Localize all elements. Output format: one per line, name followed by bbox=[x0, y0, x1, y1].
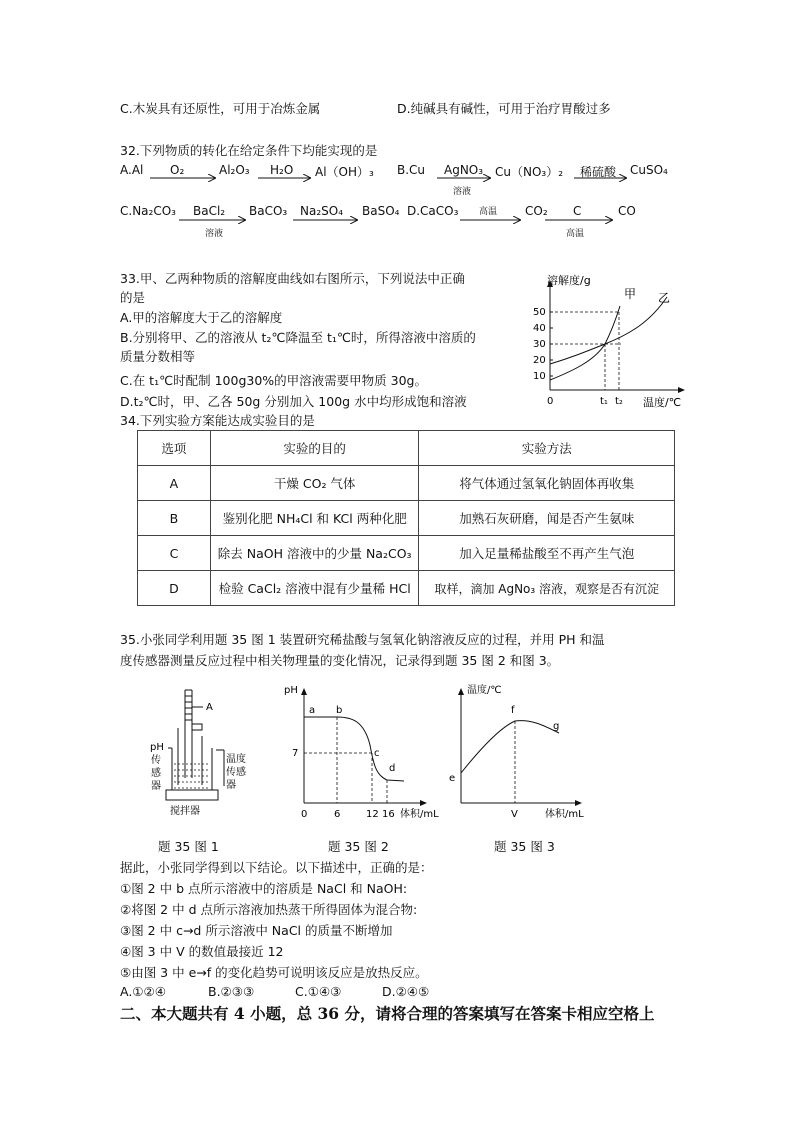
cell-option: A bbox=[138, 466, 211, 501]
q32-c-product1: BaCO₃ bbox=[249, 204, 288, 218]
sol-ytick-20: 20 bbox=[533, 355, 546, 366]
fig2-point-b: b bbox=[336, 705, 343, 716]
header-purpose: 实验的目的 bbox=[210, 431, 419, 466]
fig2-xtick-16: 16 bbox=[382, 809, 395, 820]
q32-d-condition1: 高温 bbox=[479, 207, 498, 217]
q33-stem-line2: 的是 bbox=[120, 290, 146, 305]
curve-jia bbox=[550, 306, 620, 380]
q35-stem-line2: 度传感器测量反应过程中相关物理量的变化情况，记录得到题 35 图 2 和图 3。 bbox=[120, 653, 560, 668]
fig2-point-a: a bbox=[309, 705, 316, 716]
q32-b-start: B.Cu bbox=[397, 163, 426, 177]
table-row bbox=[138, 466, 675, 501]
q35-fig3-temp-chart bbox=[447, 683, 595, 823]
cell-method: 加熟石灰研磨，闻是否产生氨味 bbox=[419, 501, 675, 536]
cell-method: 加入足量稀盐酸至不再产生气泡 bbox=[419, 536, 675, 571]
q35-item-4: ④图 3 中 V 的数值最接近 12 bbox=[120, 944, 284, 959]
q32-a-reagent1: O₂ bbox=[170, 163, 185, 177]
solubility-chart bbox=[525, 270, 695, 415]
q32-b-product2: CuSO₄ bbox=[630, 163, 668, 177]
q35-option-d: D.②④⑤ bbox=[382, 984, 430, 999]
q35-item-5: ⑤由图 3 中 e→f 的变化趋势可说明该反应是放热反应。 bbox=[120, 965, 428, 980]
q33-option-a: A.甲的溶解度大于乙的溶解度 bbox=[120, 310, 283, 325]
section-2-heading: 二、本大题共有 4 小题，总 36 分，请将合理的答案填写在答案卡相应空格上 bbox=[120, 1004, 655, 1023]
q32-d-condition2: 高温 bbox=[566, 229, 585, 239]
cell-purpose: 鉴别化肥 NH₄Cl 和 KCl 两种化肥 bbox=[210, 501, 419, 536]
q32-c-reagent1: BaCl₂ bbox=[193, 204, 226, 218]
cell-purpose: 除去 NaOH 溶液中的少量 Na₂CO₃ bbox=[210, 536, 419, 571]
q33-option-c: C.在 t₁℃时配制 100g30%的甲溶液需要甲物质 30g。 bbox=[120, 373, 427, 388]
q32-a-reagent2: H₂O bbox=[270, 163, 294, 177]
q32-c-condition1: 溶液 bbox=[205, 229, 224, 239]
sol-ytick-30: 30 bbox=[533, 339, 546, 350]
fig1-ph-sensor-2: 传 bbox=[151, 755, 161, 766]
q32-a-product2: Al（OH）₃ bbox=[315, 165, 374, 179]
fig2-point-c: c bbox=[374, 748, 380, 759]
fig1-temp-sensor-2: 传感 bbox=[226, 767, 246, 778]
cell-method: 将气体通过氢氧化钠固体再收集 bbox=[419, 466, 675, 501]
q33-option-d: D.t₂℃时，甲、乙各 50g 分别加入 100g 水中均形成饱和溶液 bbox=[120, 394, 467, 409]
fig2-xtick-6: 6 bbox=[334, 809, 341, 820]
sol-origin: 0 bbox=[547, 396, 554, 407]
fig3-ylabel: 温度/℃ bbox=[467, 685, 502, 696]
q31-option-c: C.木炭具有还原性，可用于冶炼金属 bbox=[120, 101, 321, 116]
q33-option-b-line2: 质量分数相等 bbox=[120, 349, 196, 364]
q35-option-b: B.②③③ bbox=[208, 984, 255, 999]
q32-b-reagent2: 稀硫酸 bbox=[580, 165, 617, 179]
q35-item-1: ①图 2 中 b 点所示溶液中的溶质是 NaCl 和 NaOH: bbox=[120, 881, 408, 896]
q32-reaction-arrows bbox=[0, 0, 794, 240]
table-header-row bbox=[138, 431, 675, 466]
fig3-point-g: g bbox=[553, 721, 560, 732]
cell-option: B bbox=[138, 501, 211, 536]
fig1-caption: 题 35 图 1 bbox=[158, 839, 219, 854]
q35-option-c: C.①④③ bbox=[295, 984, 342, 999]
sol-xtick-t1: t₁ bbox=[600, 396, 608, 407]
fig2-ylabel: pH bbox=[284, 685, 298, 696]
fig1-stirrer: 搅拌器 bbox=[170, 806, 200, 817]
q32-stem: 32.下列物质的转化在给定条件下均能实现的是 bbox=[120, 143, 378, 158]
q31-option-d: D.纯碱具有碱性，可用于治疗胃酸过多 bbox=[397, 101, 611, 116]
fig1-temp-sensor-1: 温度 bbox=[226, 754, 246, 765]
cell-option: C bbox=[138, 536, 211, 571]
table-row bbox=[138, 536, 675, 571]
q34-stem: 34.下列实验方案能达成实验目的是 bbox=[120, 413, 315, 428]
q32-c-reagent2: Na₂SO₄ bbox=[300, 204, 344, 218]
q35-stem-line1: 35.小张同学利用题 35 图 1 装置研究稀盐酸与氢氧化钠溶液反应的过程，并用 PH 和温 bbox=[120, 632, 605, 647]
q35-option-a: A.①②④ bbox=[120, 984, 166, 999]
fig2-point-d: d bbox=[389, 763, 396, 774]
fig3-point-f: f bbox=[511, 705, 515, 716]
q35-item-3: ③图 2 中 c→d 所示溶液中 NaCl 的质量不断增加 bbox=[120, 923, 393, 938]
sol-ylabel: 溶解度/g bbox=[547, 274, 591, 287]
header-method: 实验方法 bbox=[419, 431, 675, 466]
q33-stem-line1: 33.甲、乙两种物质的溶解度曲线如右图所示，下列说法中正确 bbox=[120, 271, 465, 286]
q32-d-product1: CO₂ bbox=[525, 204, 548, 218]
q32-c-start: C.Na₂CO₃ bbox=[120, 204, 176, 218]
fig2-xlabel: 体积/mL bbox=[400, 809, 439, 820]
q32-a-start: A.Al bbox=[120, 163, 144, 177]
q32-b-condition1: 溶液 bbox=[453, 187, 472, 197]
fig3-point-e: e bbox=[449, 773, 456, 784]
q35-fig1-apparatus bbox=[140, 688, 260, 823]
q34-table bbox=[137, 430, 675, 606]
sol-xlabel: 温度/℃ bbox=[643, 396, 682, 409]
table-row bbox=[138, 501, 675, 536]
fig1-ph-sensor-1: pH bbox=[150, 742, 164, 753]
q32-d-start: D.CaCO₃ bbox=[407, 204, 459, 218]
fig1-ph-sensor-3: 感 bbox=[151, 768, 161, 779]
fig2-ytick-7: 7 bbox=[292, 748, 299, 759]
sol-series-jia: 甲 bbox=[624, 287, 637, 301]
q32-b-reagent1: AgNO₃ bbox=[444, 163, 484, 177]
q32-d-reagent2: C bbox=[573, 204, 582, 218]
fig1-label-a: A bbox=[206, 702, 213, 713]
sol-ytick-10: 10 bbox=[533, 371, 546, 382]
q33-option-b-line1: B.分别将甲、乙的溶液从 t₂℃降温至 t₁℃时，所得溶液中溶质的 bbox=[120, 330, 476, 345]
q35-intro: 据此，小张同学得到以下结论。以下描述中，正确的是： bbox=[120, 860, 433, 875]
header-option: 选项 bbox=[138, 431, 211, 466]
sol-xtick-t2: t₂ bbox=[615, 396, 623, 407]
temp-curve bbox=[461, 721, 559, 773]
q35-fig2-ph-chart bbox=[282, 683, 442, 823]
fig3-xlabel: 体积/mL bbox=[545, 809, 584, 820]
sol-series-yi: 乙 bbox=[658, 291, 671, 305]
sol-ytick-50: 50 bbox=[533, 307, 546, 318]
cell-purpose: 检验 CaCl₂ 溶液中混有少量稀 HCl bbox=[210, 571, 419, 606]
cell-method: 取样，滴加 AgNo₃ 溶液，观察是否有沉淀 bbox=[419, 571, 675, 606]
q32-b-product1: Cu（NO₃）₂ bbox=[495, 165, 564, 179]
curve-yi bbox=[550, 297, 667, 364]
fig2-xtick-0: 0 bbox=[301, 809, 308, 820]
fig3-xtick-v: V bbox=[511, 809, 518, 820]
q32-d-product2: CO bbox=[618, 204, 636, 218]
fig1-ph-sensor-4: 器 bbox=[151, 781, 161, 792]
sol-ytick-40: 40 bbox=[533, 323, 546, 334]
fig1-temp-sensor-3: 器 bbox=[226, 780, 236, 791]
fig2-caption: 题 35 图 2 bbox=[328, 839, 389, 854]
q35-item-2: ②将图 2 中 d 点所示溶液加热蒸干所得固体为混合物: bbox=[120, 902, 418, 917]
table-row bbox=[138, 571, 675, 606]
fig3-caption: 题 35 图 3 bbox=[494, 839, 555, 854]
cell-option: D bbox=[138, 571, 211, 606]
cell-purpose: 干燥 CO₂ 气体 bbox=[210, 466, 419, 501]
q32-a-product1: Al₂O₃ bbox=[219, 163, 250, 177]
q32-c-product2: BaSO₄ bbox=[362, 204, 400, 218]
fig2-xtick-12: 12 bbox=[366, 809, 379, 820]
